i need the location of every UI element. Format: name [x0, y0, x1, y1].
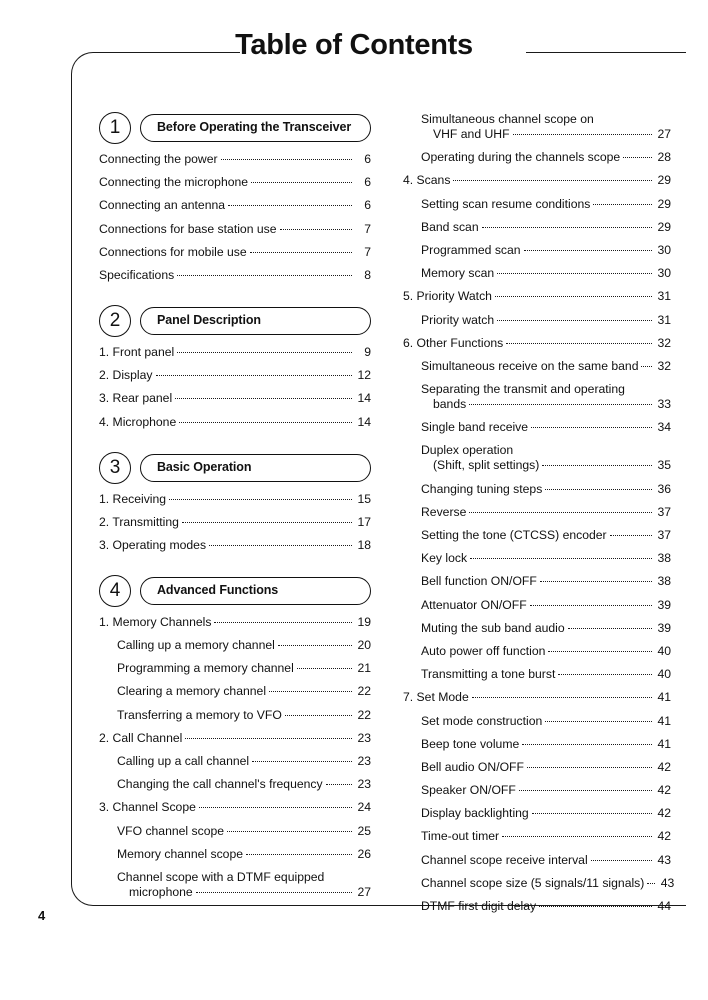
toc-leader-dots: [285, 715, 352, 716]
toc-entry[interactable]: [421, 644, 671, 659]
toc-page-number: 7: [364, 221, 371, 236]
toc-leader-dots: [175, 398, 352, 399]
toc-entry-label: 3. Channel Scope: [99, 800, 196, 815]
toc-entry[interactable]: [421, 853, 671, 868]
toc-entry[interactable]: [117, 661, 371, 676]
toc-column-left: [99, 112, 371, 908]
toc-entry[interactable]: [117, 824, 371, 839]
section-entry-list: [99, 615, 371, 900]
toc-entry[interactable]: [421, 266, 671, 281]
toc-entry[interactable]: [99, 800, 371, 815]
toc-page-number: 43: [660, 875, 675, 890]
toc-entry[interactable]: [99, 222, 371, 237]
toc-entry-label: Channel scope with a DTMF equipped: [117, 869, 325, 884]
toc-leader-dots: [502, 836, 652, 837]
toc-entry-label: Programming a memory channel: [117, 661, 294, 676]
section-number-badge: 1: [99, 112, 131, 144]
toc-entry-label: Connections for mobile use: [99, 244, 247, 259]
toc-leader-dots: [469, 512, 652, 513]
toc-leader-dots: [221, 159, 352, 160]
toc-page-number: 39: [657, 620, 671, 635]
toc-entry-label: 2. Transmitting: [99, 514, 179, 529]
toc-page-number: 37: [657, 504, 671, 519]
toc-page-number: 23: [357, 777, 371, 792]
toc-leader-dots: [647, 883, 655, 884]
toc-entry-label-continued: bands: [433, 397, 467, 412]
toc-entry-label: Channel scope size (5 signals/11 signals): [421, 875, 645, 890]
toc-page-number: 27: [657, 127, 671, 141]
toc-entry-label: Programmed scan: [421, 242, 521, 257]
toc-entry-label: Beep tone volume: [421, 736, 520, 751]
toc-leader-dots: [250, 252, 352, 253]
toc-entry[interactable]: [421, 482, 671, 497]
section-number-badge: 4: [99, 575, 131, 607]
toc-entry[interactable]: [421, 359, 671, 374]
toc-entry-label: 1. Receiving: [99, 491, 167, 506]
toc-page-number: 42: [657, 829, 671, 844]
toc-entry[interactable]: [421, 667, 671, 682]
toc-page-number: 6: [364, 152, 371, 166]
toc-entry[interactable]: [117, 870, 371, 900]
toc-leader-dots: [182, 522, 352, 523]
toc-page-number: 20: [357, 638, 371, 653]
toc-entry[interactable]: [99, 492, 371, 507]
section-title-pill: Before Operating the Transceiver: [140, 114, 371, 142]
toc-entry-label: Clearing a memory channel: [117, 684, 267, 699]
toc-page-number: 35: [657, 458, 671, 473]
toc-page-number: 41: [657, 690, 671, 705]
toc-entry[interactable]: [421, 829, 671, 844]
toc-page-number: 43: [657, 852, 671, 867]
toc-entry-label: Memory channel scope: [117, 846, 243, 861]
toc-leader-dots: [214, 622, 352, 623]
toc-leader-dots: [495, 296, 652, 297]
section-entry-list: [99, 152, 371, 283]
toc-entry-label: Priority watch: [421, 312, 495, 327]
toc-entry[interactable]: [421, 899, 671, 914]
toc-page-number: 29: [657, 173, 671, 188]
toc-entry-label: Single band receive: [421, 420, 529, 435]
toc-page-number: 34: [657, 420, 671, 435]
toc-entry-label: Connecting the microphone: [99, 175, 249, 190]
toc-entry[interactable]: [421, 875, 675, 891]
section-header: [99, 112, 371, 146]
toc-entry[interactable]: [421, 760, 671, 775]
toc-page-number: 30: [657, 266, 671, 281]
toc-leader-dots: [548, 651, 652, 652]
toc-page-number: 12: [357, 368, 371, 383]
toc-page-number: 42: [657, 759, 671, 774]
toc-leader-dots: [623, 157, 652, 158]
toc-page-number: 40: [657, 667, 671, 682]
toc-leader-dots: [156, 375, 352, 376]
toc-entry-label: Attenuator ON/OFF: [421, 597, 527, 612]
toc-leader-dots: [472, 697, 652, 698]
toc-entry-label: Connections for base station use: [99, 221, 277, 236]
toc-entry-label: Changing the call channel's frequency: [117, 777, 323, 792]
toc-leader-dots: [179, 422, 352, 423]
toc-entry[interactable]: [421, 598, 671, 613]
toc-entry-label: Setting the tone (CTCSS) encoder: [421, 528, 607, 542]
toc-entry[interactable]: [421, 737, 671, 752]
toc-entry[interactable]: [421, 783, 671, 798]
toc-leader-dots: [568, 628, 652, 629]
toc-entry-label: Simultaneous channel scope on: [421, 112, 594, 126]
toc-leader-dots: [591, 860, 652, 861]
toc-leader-dots: [196, 892, 352, 893]
toc-leader-dots: [227, 831, 352, 832]
toc-entry-label: Channel scope receive interval: [421, 852, 588, 867]
toc-entry-label: Auto power off function: [421, 643, 546, 658]
toc-leader-dots: [540, 581, 652, 582]
toc-page-number: 32: [657, 358, 671, 373]
toc-page-number: 25: [357, 823, 371, 838]
toc-entry-label: Set mode construction: [421, 713, 543, 728]
toc-entry[interactable]: [117, 777, 371, 792]
toc-entry[interactable]: [421, 528, 671, 543]
toc-leader-dots: [209, 545, 352, 546]
toc-entry-label: 3. Operating modes: [99, 537, 207, 552]
toc-page-number: 41: [657, 736, 671, 751]
toc-page-number: 6: [364, 198, 371, 213]
toc-page-number: 29: [657, 219, 671, 234]
toc-leader-dots: [558, 674, 652, 675]
toc-entry-label: 1. Front panel: [99, 344, 175, 359]
toc-entry[interactable]: [421, 443, 671, 473]
toc-entry[interactable]: [421, 382, 671, 412]
toc-entry-label: Display backlighting: [421, 806, 529, 821]
toc-entry[interactable]: [421, 150, 671, 165]
toc-leader-dots: [278, 645, 352, 646]
toc-leader-dots: [522, 744, 652, 745]
toc-entry-label: 2. Call Channel: [99, 730, 183, 745]
toc-entry[interactable]: [99, 538, 371, 553]
toc-entry[interactable]: [117, 684, 371, 699]
page-number: 4: [38, 908, 46, 923]
page-title: Table of Contents: [235, 29, 473, 61]
toc-entry[interactable]: [421, 197, 671, 212]
section-title-pill: Panel Description: [140, 307, 371, 335]
section-number-badge: 2: [99, 305, 131, 337]
toc-leader-dots: [530, 605, 652, 606]
toc-entry-label: Operating during the channels scope: [421, 150, 621, 165]
toc-leader-dots: [513, 134, 652, 135]
toc-entry[interactable]: [117, 754, 371, 769]
toc-entry[interactable]: [421, 621, 671, 636]
toc-leader-dots: [280, 229, 352, 230]
toc-entry-label-continued-row: [433, 127, 671, 142]
toc-entry-label: Band scan: [421, 219, 479, 234]
toc-page-number: 33: [657, 397, 671, 412]
toc-leader-dots: [497, 320, 652, 321]
section-entry-list: [99, 492, 371, 553]
toc-leader-dots: [497, 273, 652, 274]
toc-column-right: [403, 112, 675, 922]
toc-leader-dots: [519, 790, 652, 791]
toc-page-number: 42: [657, 806, 671, 821]
toc-page-number: 15: [357, 491, 371, 506]
toc-entry-label: 5. Priority Watch: [403, 289, 492, 304]
toc-page-number: 36: [657, 481, 671, 496]
toc-entry-label: 4. Microphone: [99, 414, 177, 429]
toc-leader-dots: [177, 275, 352, 276]
toc-page-number: 31: [657, 312, 671, 327]
toc-entry-label: Connecting an antenna: [99, 198, 226, 213]
toc-entry-label: 2. Display: [99, 368, 153, 383]
toc-page-number: 42: [657, 783, 671, 798]
toc-leader-dots: [228, 205, 352, 206]
toc-entry[interactable]: [99, 368, 371, 383]
toc-leader-dots: [252, 761, 352, 762]
toc-entry-label-continued-row: [433, 458, 671, 473]
toc-entry-label-continued: microphone: [129, 884, 193, 899]
toc-entry[interactable]: [421, 806, 671, 821]
toc-entry-label-continued: (Shift, split settings): [433, 458, 540, 473]
toc-leader-dots: [482, 227, 652, 228]
toc-page-number: 37: [657, 528, 671, 542]
toc-leader-dots: [542, 465, 652, 466]
toc-leader-dots: [469, 404, 652, 405]
toc-entry[interactable]: [421, 714, 671, 729]
toc-entry[interactable]: [117, 638, 371, 653]
toc-leader-dots: [506, 343, 652, 344]
toc-entry-label: Calling up a call channel: [117, 754, 250, 768]
toc-entry-label: Time-out timer: [421, 829, 500, 844]
toc-entry-label-continued-row: [129, 885, 371, 900]
toc-leader-dots: [177, 352, 352, 353]
toc-page-number: 14: [357, 414, 371, 429]
toc-entry[interactable]: [421, 313, 671, 328]
toc-leader-dots: [527, 767, 652, 768]
toc-entry[interactable]: [403, 289, 671, 304]
section-header: [99, 575, 371, 609]
toc-entry-label: Specifications: [99, 267, 175, 282]
section-title-pill: Advanced Functions: [140, 577, 371, 605]
toc-leader-dots: [453, 180, 652, 181]
toc-entry[interactable]: [421, 551, 671, 566]
toc-entry-label: Transmitting a tone burst: [421, 667, 556, 682]
toc-leader-dots: [297, 668, 352, 669]
toc-page-number: 26: [357, 846, 371, 861]
toc-page-number: 41: [657, 713, 671, 728]
toc-page-number: 17: [357, 514, 371, 529]
toc-entry-label: Transferring a memory to VFO: [117, 707, 282, 722]
toc-leader-dots: [539, 906, 652, 907]
toc-leader-dots: [531, 427, 652, 428]
toc-leader-dots: [545, 489, 652, 490]
toc-entry[interactable]: [99, 345, 371, 360]
section-header: [99, 452, 371, 486]
toc-entry-label: Setting scan resume conditions: [421, 196, 591, 211]
toc-entry-label: 4. Scans: [403, 173, 451, 188]
toc-page-number: 9: [364, 344, 371, 359]
section-number-badge: 3: [99, 452, 131, 484]
section-title-pill: Basic Operation: [140, 454, 371, 482]
toc-leader-dots: [246, 854, 352, 855]
toc-entry-label: Memory scan: [421, 266, 495, 281]
toc-entry[interactable]: [99, 152, 371, 167]
toc-entry[interactable]: [99, 391, 371, 406]
toc-page-number: 30: [657, 242, 671, 257]
toc-entry[interactable]: [99, 731, 371, 746]
toc-leader-dots: [532, 813, 652, 814]
toc-entry-label-continued-row: [433, 397, 671, 412]
toc-entry-label: 1. Memory Channels: [99, 614, 212, 629]
toc-entry[interactable]: [421, 243, 671, 258]
toc-entry[interactable]: [421, 574, 671, 589]
toc-leader-dots: [269, 691, 352, 692]
toc-page-number: 40: [657, 643, 671, 658]
toc-entry-label: Changing tuning steps: [421, 481, 543, 496]
section-entry-list: [99, 345, 371, 430]
toc-entry[interactable]: [403, 336, 671, 351]
section-header: [99, 305, 371, 339]
toc-page-number: 19: [357, 614, 371, 629]
toc-leader-dots: [545, 721, 652, 722]
toc-entry-label: Bell function ON/OFF: [421, 574, 537, 589]
toc-page-number: 44: [657, 899, 671, 913]
toc-entry-label: Bell audio ON/OFF: [421, 759, 524, 774]
toc-page-number: 23: [357, 730, 371, 745]
toc-page-number: 32: [657, 335, 671, 350]
toc-leader-dots: [185, 738, 352, 739]
toc-page-number: 21: [357, 661, 371, 676]
toc-entry[interactable]: [421, 112, 671, 142]
toc-entry-label: Muting the sub band audio: [421, 620, 565, 635]
toc-leader-dots: [251, 182, 352, 183]
toc-leader-dots: [326, 784, 352, 785]
toc-page-number: 6: [364, 175, 371, 190]
toc-leader-dots: [470, 558, 652, 559]
toc-entry-label: 7. Set Mode: [403, 690, 469, 705]
toc-leader-dots: [641, 366, 652, 367]
toc-page-number: 28: [657, 150, 671, 165]
toc-page-number: 18: [357, 537, 371, 552]
toc-entry-label: Connecting the power: [99, 152, 218, 166]
toc-page-number: 14: [357, 391, 371, 406]
toc-entry[interactable]: [99, 198, 371, 213]
toc-page-number: 24: [357, 800, 371, 815]
toc-page-number: 23: [357, 754, 371, 768]
toc-leader-dots: [199, 807, 352, 808]
toc-entry[interactable]: [421, 420, 671, 435]
toc-entry-label: 6. Other Functions: [403, 335, 504, 350]
toc-entry-label: Duplex operation: [421, 443, 514, 458]
toc-page-number: 8: [364, 267, 371, 282]
toc-leader-dots: [169, 499, 352, 500]
toc-entry[interactable]: [421, 505, 671, 520]
toc-leader-dots: [524, 250, 652, 251]
toc-entry-label: Calling up a memory channel: [117, 638, 275, 653]
toc-entry[interactable]: [403, 690, 671, 705]
toc-entry-label: DTMF first digit delay: [421, 899, 537, 913]
toc-entry-label: VFO channel scope: [117, 823, 225, 838]
toc-page-number: 29: [657, 196, 671, 211]
toc-leader-dots: [610, 535, 652, 536]
toc-leader-dots: [593, 204, 652, 205]
toc-entry[interactable]: [117, 847, 371, 862]
toc-page-number: 22: [357, 684, 371, 699]
toc-entry[interactable]: [99, 175, 371, 190]
toc-entry-label-continued: VHF and UHF: [433, 127, 510, 141]
toc-entry[interactable]: [421, 220, 671, 235]
toc-entry-label: Key lock: [421, 551, 468, 566]
toc-entry[interactable]: [99, 268, 371, 283]
toc-page-number: 38: [657, 551, 671, 566]
toc-page-number: 22: [357, 707, 371, 722]
toc-entry-label: Reverse: [421, 504, 467, 519]
toc-entry-label: 3. Rear panel: [99, 391, 173, 406]
toc-entry[interactable]: [403, 173, 671, 188]
toc-page-number: 7: [364, 244, 371, 259]
toc-entry-label: Simultaneous receive on the same band: [421, 358, 639, 373]
toc-entry[interactable]: [99, 245, 371, 260]
toc-entry-label: Separating the transmit and operating: [421, 382, 625, 397]
toc-entry-label: Speaker ON/OFF: [421, 783, 516, 798]
toc-page-number: 31: [657, 289, 671, 304]
toc-page-number: 39: [657, 597, 671, 612]
toc-page-number: 38: [657, 574, 671, 589]
toc-entry[interactable]: [117, 708, 371, 723]
toc-entry[interactable]: [99, 515, 371, 530]
toc-page-number: 27: [357, 884, 371, 899]
toc-entry[interactable]: [99, 415, 371, 430]
toc-entry[interactable]: [99, 615, 371, 630]
